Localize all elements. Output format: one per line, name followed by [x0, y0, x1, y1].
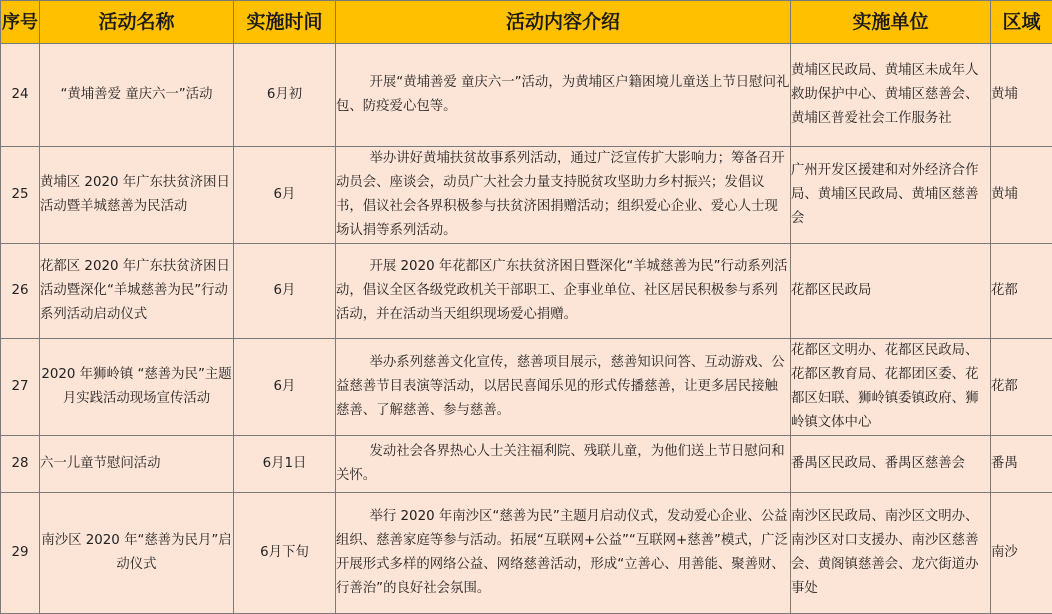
header-area: 区域	[991, 1, 1052, 44]
table-row	[1, 44, 1052, 147]
table-row	[1, 436, 1052, 493]
activity-time: 6月	[234, 244, 336, 339]
activity-time: 6月	[234, 339, 336, 436]
header-row	[1, 1, 1052, 44]
activity-unit: 花都区民政局	[791, 244, 991, 339]
row-index: 24	[1, 44, 40, 147]
row-index: 27	[1, 339, 40, 436]
activity-time: 6月	[234, 147, 336, 244]
activity-area: 番禺	[991, 436, 1052, 493]
header-index: 序号	[1, 1, 40, 44]
activity-description: 开展 2020 年花都区广东扶贫济困日暨深化“羊城慈善为民”行动系列活动，倡议全区各级党政机关干部职工、企事业单位、社区居民积极参与系列活动，并在活动当天组织现场爱心捐赠。	[336, 244, 791, 339]
row-index: 29	[1, 493, 40, 614]
activity-area: 黄埔	[991, 147, 1052, 244]
activity-area: 花都	[991, 339, 1052, 436]
activity-name: 黄埔区 2020 年广东扶贫济困日活动暨羊城慈善为民活动	[40, 147, 234, 244]
activity-name: “黄埔善爱 童庆六一”活动	[40, 44, 234, 147]
activity-unit: 南沙区民政局、南沙区文明办、南沙区对口支援办、南沙区慈善会、黄阁镇慈善会、龙穴街道办事处	[791, 493, 991, 614]
activity-time: 6月1日	[234, 436, 336, 493]
table-row	[1, 339, 1052, 436]
row-index: 26	[1, 244, 40, 339]
activity-description: 发动社会各界热心人士关注福利院、残联儿童，为他们送上节日慰问和关怀。	[336, 436, 791, 493]
activity-unit: 花都区文明办、花都区民政局、花都区教育局、花都团区委、花都区妇联、狮岭镇委镇政府、狮岭镇文体中心	[791, 339, 991, 436]
activity-unit: 黄埔区民政局、黄埔区未成年人救助保护中心、黄埔区慈善会、黄埔区普爱社会工作服务社	[791, 44, 991, 147]
table-row	[1, 147, 1052, 244]
activity-description: 举办系列慈善文化宣传，慈善项目展示，慈善知识问答、互动游戏、公益慈善节目表演等活动，以居民喜闻乐见的形式传播慈善，让更多居民接触慈善、了解慈善、参与慈善。	[336, 339, 791, 436]
row-index: 28	[1, 436, 40, 493]
activity-time: 6月初	[234, 44, 336, 147]
activity-area: 黄埔	[991, 44, 1052, 147]
activity-unit: 番禺区民政局、番禺区慈善会	[791, 436, 991, 493]
activity-area: 花都	[991, 244, 1052, 339]
row-index: 25	[1, 147, 40, 244]
activity-time: 6月下旬	[234, 493, 336, 614]
activity-description: 开展“黄埔善爱 童庆六一”活动，为黄埔区户籍困境儿童送上节日慰问礼包、防疫爱心包等。	[336, 44, 791, 147]
activity-name: 花都区 2020 年广东扶贫济困日活动暨深化“羊城慈善为民”行动系列活动启动仪式	[40, 244, 234, 339]
header-unit: 实施单位	[791, 1, 991, 44]
activity-name: 2020 年狮岭镇 “慈善为民”主题月实践活动现场宣传活动	[40, 339, 234, 436]
activity-description: 举办讲好黄埔扶贫故事系列活动，通过广泛宣传扩大影响力；筹备召开动员会、座谈会，动员广大社会力量支持脱贫攻坚助力乡村振兴；发倡议书，倡议社会各界积极参与扶贫济困捐赠活动；组织爱心企业、爱心人士现场认捐等系列活动。	[336, 147, 791, 244]
activity-name: 六一儿童节慰问活动	[40, 436, 234, 493]
activity-name: 南沙区 2020 年“慈善为民月”启动仪式	[40, 493, 234, 614]
table-row	[1, 244, 1052, 339]
header-description: 活动内容介绍	[336, 1, 791, 44]
activity-area: 南沙	[991, 493, 1052, 614]
table-row	[1, 493, 1052, 614]
activity-description: 举行 2020 年南沙区“慈善为民”主题月启动仪式，发动爱心企业、公益组织、慈善家庭等参与活动。拓展“互联网+公益”“互联网+慈善”模式，广泛开展形式多样的网络公益、网络慈善活动，形成“立善心、用善能、聚善财、行善治”的良好社会氛围。	[336, 493, 791, 614]
header-name: 活动名称	[40, 1, 234, 44]
header-time: 实施时间	[234, 1, 336, 44]
activity-unit: 广州开发区援建和对外经济合作局、黄埔区民政局、黄埔区慈善会	[791, 147, 991, 244]
